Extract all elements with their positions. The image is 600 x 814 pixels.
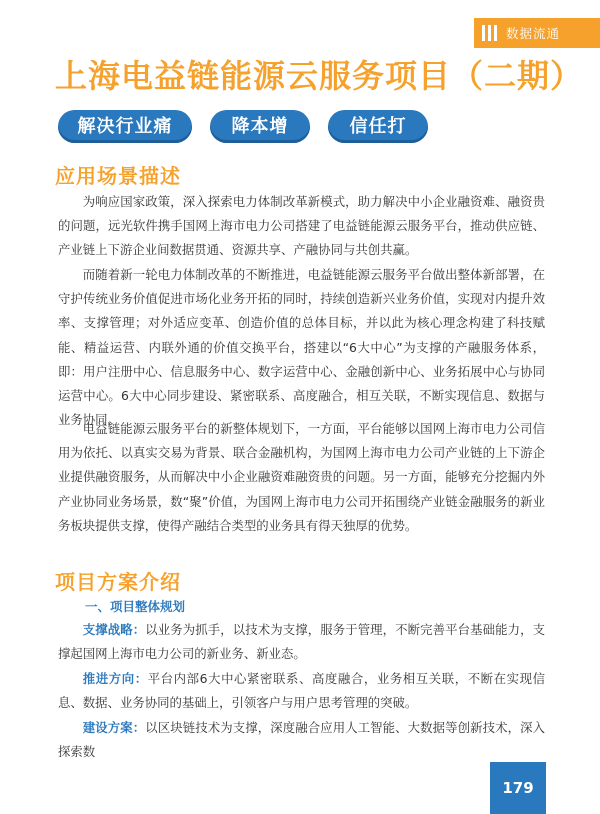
tag-cost-efficiency: 降本增效 — [210, 110, 310, 143]
sub-heading-overall-plan: 一、项目整体规划 — [85, 599, 186, 614]
item-text: 平台内部6大中心紧密联系、高度融合，业务相互关联，不断在实现信息、数据、业务协同的基础上，引领客户与用户思考管理的突破。 — [58, 671, 545, 711]
list-item — [58, 716, 545, 764]
list-item — [58, 667, 545, 715]
item-lead: 支撑战略： — [82, 622, 146, 637]
paragraph: 电益链能源云服务平台的新整体规划下，一方面，平台能够以国网上海市电力公司信用为依托、以真实交易为背景、联合金融机构，为国网上海市电力公司产业链的上下游企业提供融资服务，从而解决中小企业融资难融资贵的问题。另一方面，能够充分挖掘内外产业协同业务场景，数“聚”价值，为国网上海市电力公司开拓围绕产业链金融服务的新业务板块提供支撑，使得产融结合类型的业务具有得天独厚的优势。 — [58, 421, 545, 533]
section-heading-scenario: 应用场景描述 — [55, 164, 181, 188]
page-number-box — [490, 762, 546, 814]
header-tab — [474, 18, 600, 48]
page-title: 上海电益链能源云服务项目（二期） — [55, 57, 584, 95]
item-lead: 推进方向： — [82, 671, 148, 686]
tag-pain-points: 解决行业痛点 — [58, 110, 192, 143]
section-heading-solution: 项目方案介绍 — [55, 570, 181, 594]
item-lead: 建设方案： — [82, 720, 146, 735]
paragraph: 而随着新一轮电力体制改革的不断推进，电益链能源云服务平台做出整体新部署，在守护传统业务价值促进市场化业务开拓的同时，持续创造新兴业务价值，实现对内提升效率、支撑管理；对外适应变革、创造价值的总体目标，并以此为核心理念构建了科技赋能、精益运营、内联外通的价值交换平台，搭建以“6大中心”为支撑的产融服务体系，即：用户注册中心、信息服务中心、数字运营中心、金融创新中心、业务拓展中心与协同运营中心。6大中心同步建设、紧密联系、高度融合，相互关联，不断实现信息、数据与业务协同。 — [58, 267, 545, 428]
tag-list — [58, 110, 428, 170]
list-item — [58, 618, 545, 666]
header-bars-icon — [482, 25, 497, 41]
tag-trust: 信任打造 — [328, 110, 428, 143]
item-text: 以区块链技术为支撑，深度融合应用人工智能、大数据等创新技术，深入探索数 — [58, 720, 546, 760]
header-label: 数据流通 — [506, 26, 561, 41]
page-number: 179 — [502, 779, 534, 797]
paragraph: 为响应国家政策，深入探索电力体制改革新模式，助力解决中小企业融资难、融资贵的问题，远光软件携手国网上海市电力公司搭建了电益链能源云服务平台，推动供应链、产业链上下游企业间数据贯通、资源共享、产融协同与共创共赢。 — [58, 194, 545, 258]
item-text: 以业务为抓手，以技术为支撑，服务于管理，不断完善平台基础能力，支撑起国网上海市电力公司的新业务、新业态。 — [58, 622, 546, 662]
